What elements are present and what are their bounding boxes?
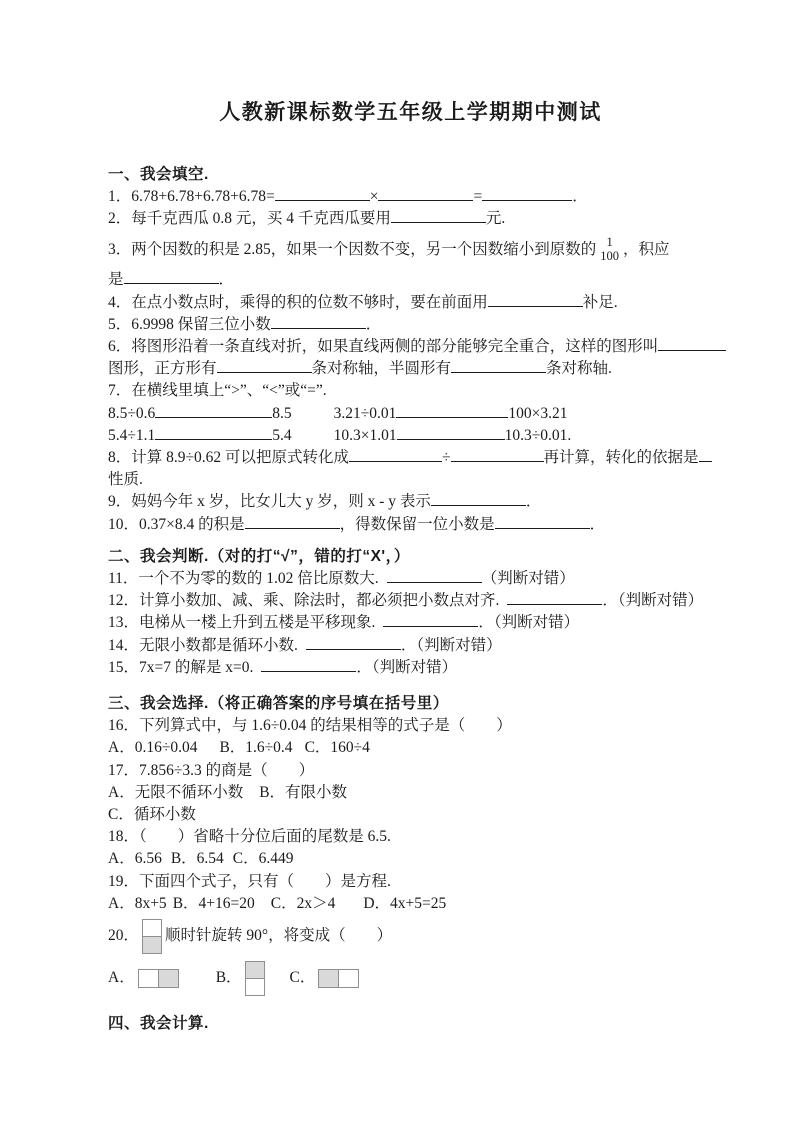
spacer — [499, 604, 507, 605]
q17 — [108, 760, 713, 782]
q6-line-1 — [108, 336, 713, 358]
blank-line — [261, 657, 356, 672]
text-segment: A．无限不循环小数 — [108, 783, 244, 801]
text-segment: 10.3×1.01 — [333, 426, 397, 444]
text-segment: C．2x＞4 — [270, 894, 336, 912]
domino-cell-white — [138, 969, 159, 988]
domino-cell-gray — [158, 969, 179, 988]
text-segment: 四、我会计算. — [108, 1015, 209, 1033]
domino-cell-white — [338, 969, 359, 988]
blank-line — [387, 568, 482, 583]
text-segment: 三、我会选择.（将正确答案的序号填在括号里） — [108, 695, 449, 713]
domino-horizontal-gray-white — [318, 969, 359, 988]
blank-line — [391, 208, 486, 223]
text-segment: ． — [218, 271, 235, 289]
blank-line — [431, 491, 526, 506]
text-segment: 13．电梯从一楼上升到五楼是平移现象. — [108, 614, 376, 632]
spacer — [243, 796, 259, 797]
text-segment: ÷ — [442, 448, 451, 466]
text-segment: D．4x+5=25 — [363, 894, 447, 912]
text-segment: 4．在点小数点时，乘得的积的位数不够时，要在前面用 — [108, 293, 488, 311]
text-segment: 条对称轴. — [546, 360, 612, 378]
q4 — [108, 292, 713, 314]
text-segment: 性质. — [108, 471, 143, 489]
fraction-denominator: 100 — [600, 248, 620, 263]
blank-line — [451, 358, 546, 373]
text-segment: 顺时针旋转 90°，将变成（ ） — [165, 926, 393, 944]
section-3-heading — [108, 693, 713, 715]
spacer — [292, 439, 334, 440]
text-segment: 14．无限小数都是循环小数. — [108, 636, 298, 654]
blank-line — [217, 358, 312, 373]
text-segment: C．6.449 — [232, 850, 294, 868]
domino-cell-white — [245, 978, 265, 996]
text-segment: A．0.16÷0.04 — [108, 739, 198, 757]
text-segment: 1．6.78+6.78+6.78+6.78= — [108, 188, 275, 206]
text-segment: 元. — [485, 210, 506, 228]
text-segment: A． — [108, 968, 135, 986]
text-segment: = — [473, 188, 483, 206]
text-segment: C． — [289, 968, 316, 986]
blank-line — [275, 186, 370, 201]
text-segment: 8．计算 8.9÷0.62 可以把原式转化成 — [108, 448, 350, 466]
text-segment: B．6.54 — [170, 850, 224, 868]
blank-line — [658, 336, 726, 351]
blank-line — [699, 447, 712, 462]
blank-line — [349, 447, 442, 462]
blank-line — [482, 186, 572, 201]
section-4-heading — [108, 1013, 713, 1035]
spacer — [253, 671, 261, 672]
text-segment: 7．在横线里填上“>”、“<”或“=”. — [108, 382, 327, 400]
q16-options — [108, 737, 713, 759]
domino-cell-white — [142, 919, 162, 937]
q7 — [108, 380, 713, 402]
domino-vertical-white-gray — [142, 919, 162, 954]
spacer — [182, 978, 216, 979]
q18-options — [108, 848, 713, 870]
blank-line — [155, 403, 272, 418]
text-segment: B．4+16=20 — [172, 894, 255, 912]
text-segment: ．（判断对错） — [478, 614, 580, 632]
text-segment: B．1.6÷0.4 — [219, 739, 293, 757]
q7-row-1 — [108, 403, 713, 425]
text-segment: 12．计算小数加、减、乘、除法时，都必须把小数点对齐. — [108, 592, 500, 610]
spacer — [197, 751, 219, 752]
blank-line — [155, 425, 272, 440]
text-segment: 9．妈妈今年 x 岁，比女儿大 y 岁，则 x - y 表示 — [108, 493, 431, 511]
spacer — [375, 626, 383, 627]
text-segment: 20． — [108, 926, 140, 944]
blank-line — [271, 314, 366, 329]
spacer — [292, 417, 334, 418]
q5 — [108, 314, 713, 336]
fraction-numerator: 1 — [606, 234, 613, 249]
blank-line — [451, 447, 544, 462]
text-segment: 补足. — [582, 293, 618, 311]
domino-horizontal-white-gray — [138, 969, 179, 988]
text-segment: 2．每千克西瓜 0.8 元，买 4 千克西瓜要用 — [108, 210, 391, 228]
spacer — [293, 751, 305, 752]
q13 — [108, 612, 713, 634]
text-segment: 8.5 — [272, 404, 292, 422]
text-segment: × — [369, 188, 379, 206]
text-segment: ．（判断对错） — [602, 592, 704, 610]
text-segment: 是 — [108, 271, 124, 289]
text-segment: 19．下面四个式子，只有（ ）是方程. — [108, 872, 391, 890]
text-segment: A．8x+5 — [108, 894, 167, 912]
q3-line-1 — [108, 231, 713, 270]
text-segment: 5．6.9998 保留三位小数 — [108, 315, 271, 333]
text-segment: 15．7x=7 的解是 x=0. — [108, 658, 254, 676]
spacer — [255, 907, 271, 908]
text-segment: ． — [589, 515, 606, 533]
text-segment: B． — [215, 968, 242, 986]
q3-line-2 — [108, 269, 713, 291]
text-segment: 图形，正方形有 — [108, 360, 217, 378]
text-segment: C．循环小数 — [108, 806, 196, 824]
blank-line — [495, 514, 590, 529]
q2 — [108, 208, 713, 230]
q8-line-2 — [108, 469, 713, 491]
q18 — [108, 826, 713, 848]
text-segment: 10.3÷0.01. — [504, 426, 572, 444]
spacer — [268, 978, 290, 979]
text-segment: 10．0.37×8.4 的积是 — [108, 515, 245, 533]
q14 — [108, 635, 713, 657]
blank-line — [488, 292, 583, 307]
text-segment: 5.4÷1.1 — [108, 426, 156, 444]
domino-cell-gray — [245, 961, 265, 979]
blank-line — [245, 514, 340, 529]
text-segment: （判断对错） — [481, 570, 575, 587]
page-title: 人教新课标数学五年级上学期期中测试 — [219, 101, 602, 124]
text-segment: 18．（ ）省略十分位后面的尾数是 6.5. — [108, 828, 391, 846]
text-segment: 16．下列算式中，与 1.6÷0.04 的结果相等的式子是（ ） — [108, 717, 512, 735]
spacer — [298, 649, 306, 650]
q16 — [108, 715, 713, 737]
q6-line-2 — [108, 358, 713, 380]
q19-options — [108, 893, 713, 915]
text-segment: A．6.56 — [108, 850, 162, 868]
text-segment: ． — [365, 315, 382, 333]
text-segment: ． — [572, 188, 588, 206]
q20-options — [108, 957, 713, 999]
spacer — [224, 862, 233, 863]
q20 — [108, 915, 713, 957]
section-2-heading — [108, 546, 713, 568]
domino-vertical-gray-white — [245, 961, 265, 996]
blank-line — [306, 635, 401, 650]
spacer — [335, 907, 363, 908]
document-content — [108, 164, 713, 1035]
text-segment: ．（判断对错） — [400, 636, 502, 654]
q11 — [108, 568, 713, 590]
blank-line — [124, 269, 219, 284]
blank-line — [397, 425, 505, 440]
text-segment: 再计算，转化的依据是 — [543, 448, 699, 466]
text-segment: B．有限小数 — [259, 783, 348, 801]
text-segment: ．（判断对错） — [356, 658, 458, 676]
text-segment: ． — [525, 493, 542, 511]
text-segment: 3．两个因数的积是 2.85，如果一个因数不变，另一个因数缩小到原数的 — [108, 240, 597, 258]
q12 — [108, 590, 713, 612]
text-segment: 条对称轴，半圆形有 — [311, 360, 452, 378]
spacer — [162, 862, 171, 863]
text-segment: C．160÷4 — [304, 739, 370, 757]
blank-line — [378, 186, 473, 201]
q1 — [108, 186, 713, 208]
text-segment: 100×3.21 — [508, 404, 568, 422]
blank-line — [383, 612, 478, 627]
text-segment: 6．将图形沿着一条直线对折，如果直线两侧的部分能够完全重合，这样的图形叫 — [108, 337, 659, 355]
text-segment: 二、我会判断.（对的打“√”，错的打“X'，） — [108, 547, 410, 565]
domino-cell-gray — [142, 936, 162, 954]
domino-cell-gray — [318, 969, 339, 988]
q9 — [108, 491, 713, 513]
blank-line — [396, 403, 508, 418]
text-segment: 3.21÷0.01 — [333, 404, 397, 422]
text-segment: 17．7.856÷3.3 的商是（ ） — [108, 761, 315, 779]
q17-options-2 — [108, 804, 713, 826]
text-segment: 一、我会填空. — [108, 166, 209, 183]
q8-line-1 — [108, 447, 713, 469]
spacer — [379, 582, 387, 583]
q17-options-1 — [108, 782, 713, 804]
text-segment: ，积应 — [623, 240, 670, 258]
q15 — [108, 657, 713, 679]
fraction-1-over-100 — [600, 235, 619, 266]
text-segment: 5.4 — [272, 426, 292, 444]
blank-line — [507, 590, 602, 605]
section-1-heading — [108, 164, 713, 186]
q19 — [108, 871, 713, 893]
text-segment: 8.5÷0.6 — [108, 404, 156, 422]
q7-row-2 — [108, 425, 713, 447]
text-segment: 11．一个不为零的数的 1.02 倍比原数大. — [108, 570, 379, 587]
q10 — [108, 514, 713, 536]
text-segment: ，得数保留一位小数是 — [339, 515, 495, 533]
